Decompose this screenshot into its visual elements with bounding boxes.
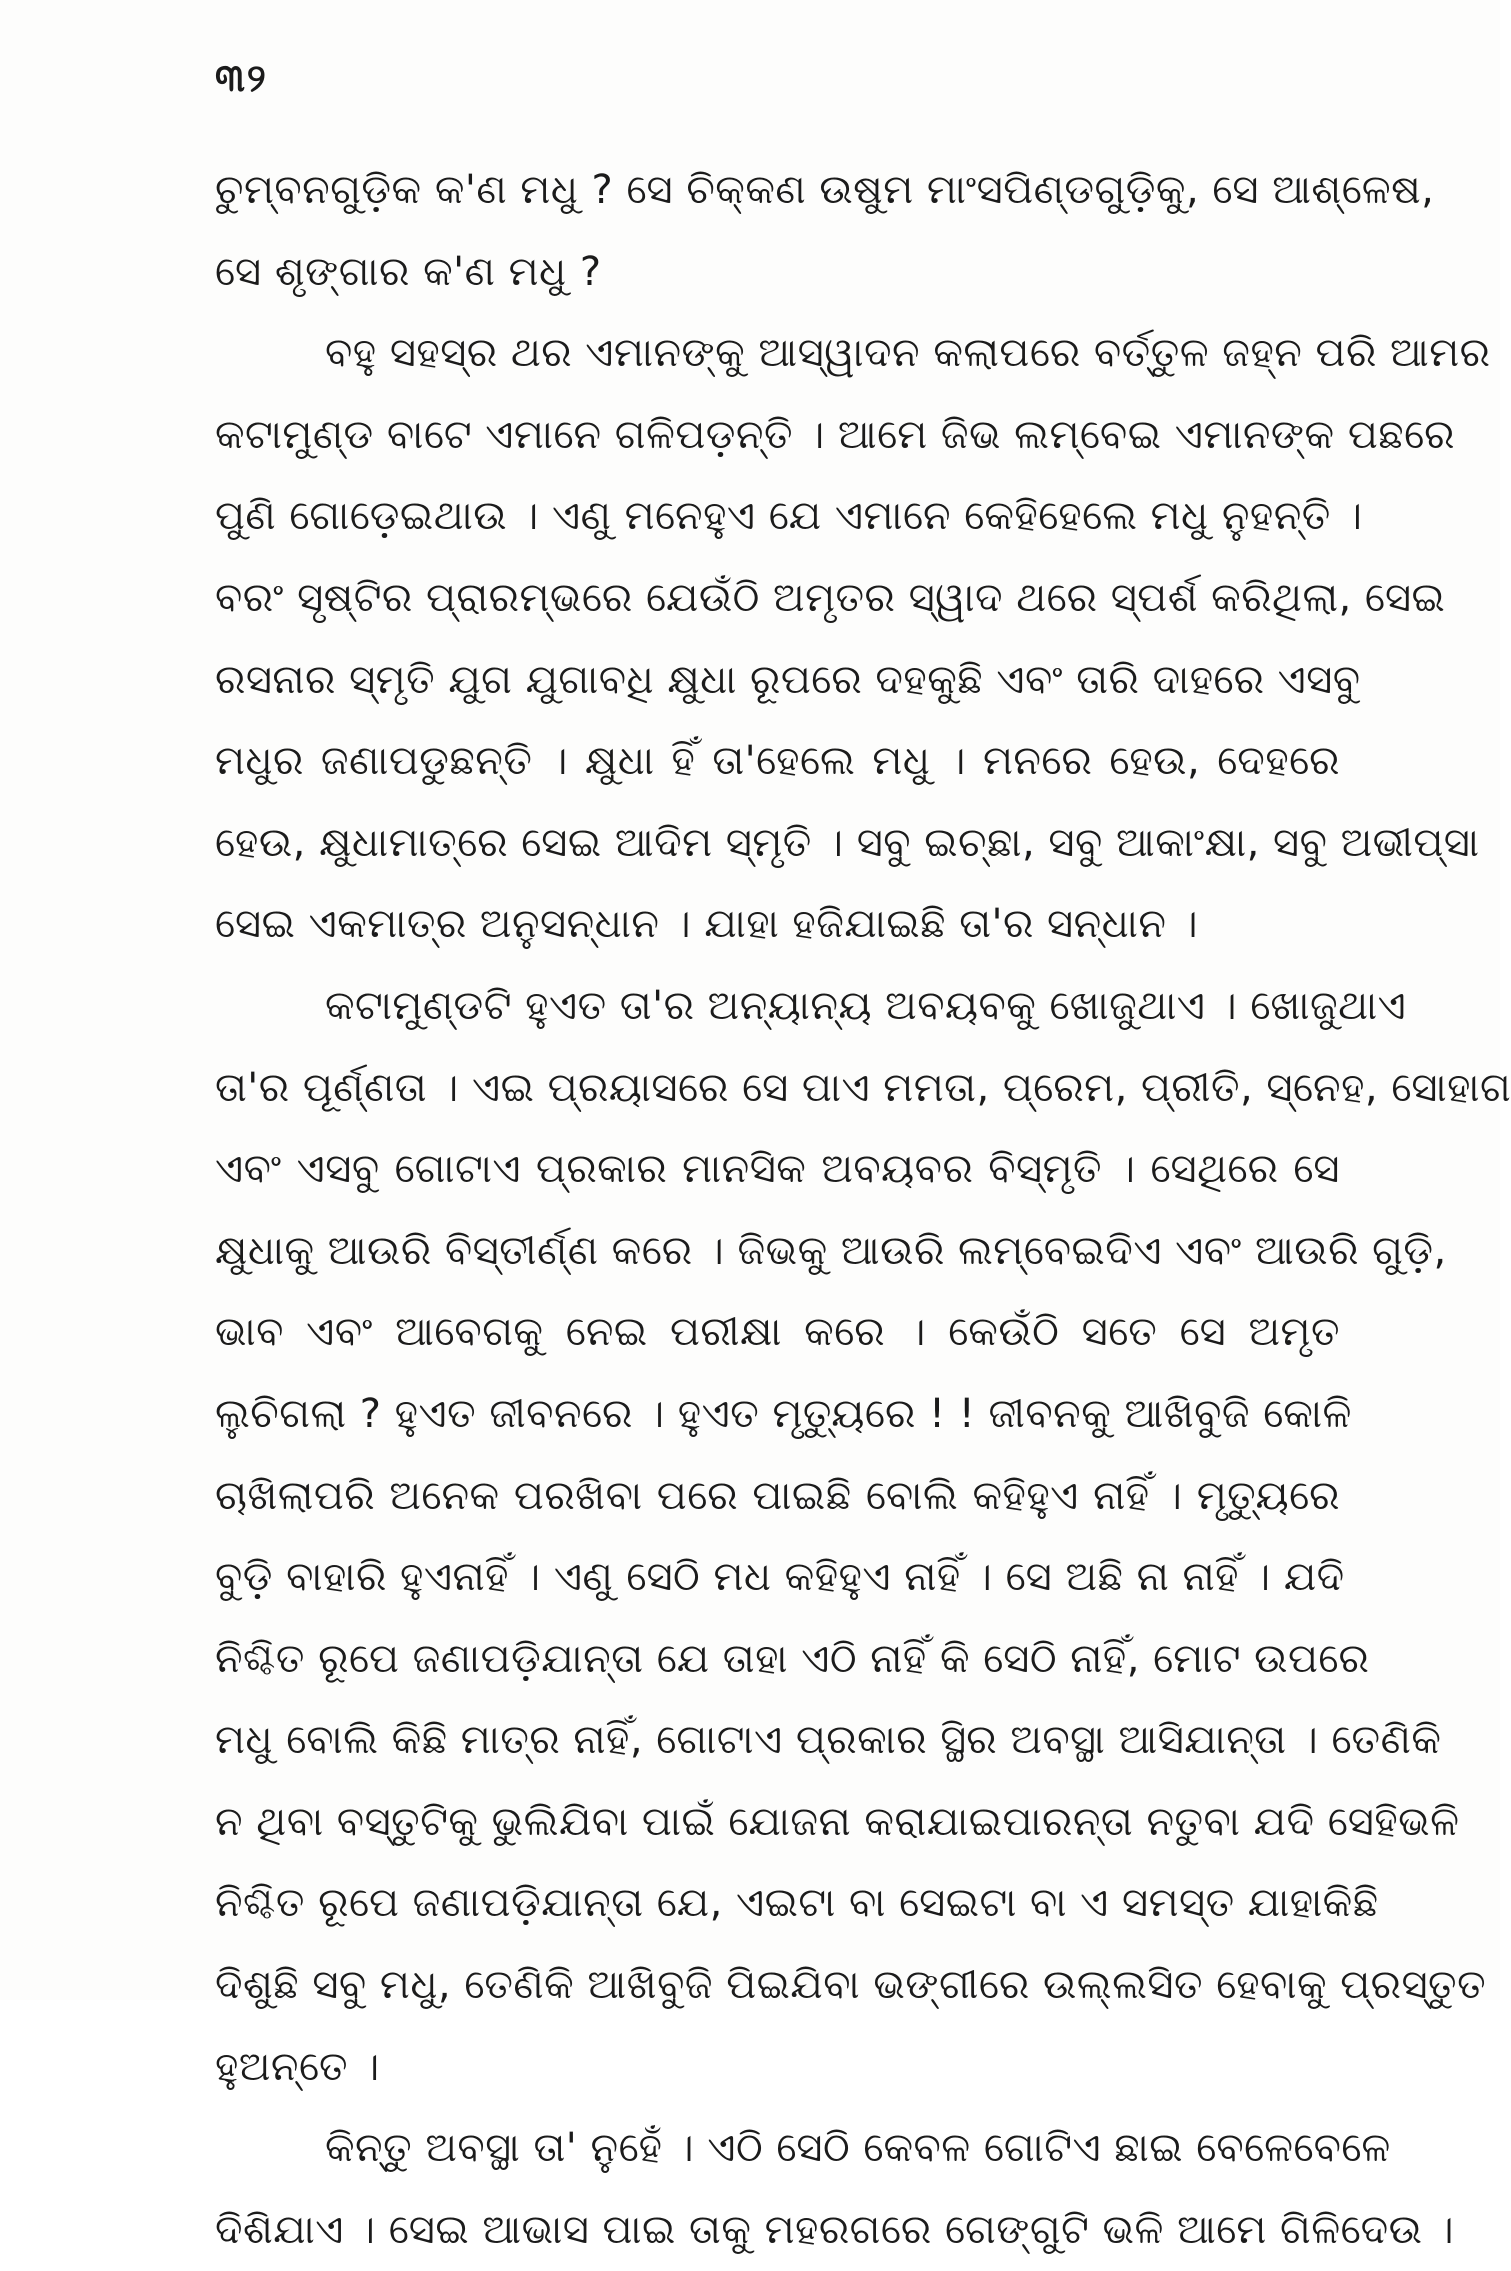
text-line: ବରଂ ସୃଷ୍ଟିର ପ୍ରାରମ୍ଭରେ ଯେଉଁଠି ଅମୃତର ସ୍ୱାଦ ଥରେ ସ୍ପର୍ଶ କରିଥିଲା, ସେଇ — [215, 574, 1446, 621]
text-line: ଭାବ ଏବଂ ଆବେଗକୁ ନେଇ ପରୀକ୍ଷା କରେ । କେଉଁଠି ସତେ ସେ ଅମୃତ — [215, 1309, 1340, 1356]
text-line: ତା'ର ପୂର୍ଣ୍ଣତା । ଏଇ ପ୍ରୟାସରେ ସେ ପାଏ ମମତା, ପ୍ରେମ, ପ୍ରୀତି, ସ୍ନେହ, ସୋହାଗ — [215, 1064, 1511, 1111]
text-line: ଦିଶୁଛି ସବୁ ମଧୁ, ତେଣିକି ଆଖିବୁଜି ପିଇଯିବା ଭଙ୍ଗୀରେ ଉଲ୍ଲସିତ ହେବାକୁ ପ୍ରସ୍ତୁତ — [215, 1962, 1487, 2009]
text-line: ରସନାର ସ୍ମୃତି ଯୁଗ ଯୁଗାବଧି କ୍ଷୁଧା ରୂପରେ ଦହକୁଛି ଏବଂ ତାରି ଦାହରେ ଏସବୁ — [215, 656, 1361, 703]
text-line: ନିଶ୍ଚିତ ରୂପେ ଜଣାପଡ଼ିଯାନ୍ତା ଯେ, ଏଇଟା ବା ସେଇଟା ବା ଏ ସମସ୍ତ ଯାହାକିଛି — [215, 1880, 1379, 1927]
paragraph-first-line: ବହୁ ସହସ୍ର ଥର ଏମାନଙ୍କୁ ଆସ୍ୱାଦନ କଲାପରେ ବର୍ତ୍ତୁଳ ଜହ୍ନ ପରି ଆମର — [325, 330, 1491, 377]
text-line: ଚୁମ୍ବନଗୁଡ଼ିକ କ'ଣ ମଧୁ ? ସେ ଚିକ୍କଣ ଉଷୁମ ମାଂସପିଣ୍ଡଗୁଡ଼ିକୁ, ସେ ଆଶ୍ଳେଷ, — [215, 167, 1435, 213]
text-line: କ୍ଷୁଧାକୁ ଆଉରି ବିସ୍ତୀର୍ଣ୍ଣ କରେ । ଜିଭକୁ ଆଉରି ଲମ୍ବେଇଦିଏ ଏବଂ ଆଉରି ଗୁଡ଼ି, — [215, 1227, 1447, 1274]
text-line: ଚାଖିଲାପରି ଅନେକ ପରଖିବା ପରେ ପାଇଛି ବୋଲି କହିହୁଏ ନାହିଁ । ମୃତ୍ୟୁରେ — [215, 1472, 1340, 1519]
paragraph-first-line: କଟାମୁଣ୍ଡଟି ହୁଏତ ତା'ର ଅନ୍ୟାନ୍ୟ ଅବୟବକୁ ଖୋଜୁଥାଏ । ଖୋଜୁଥାଏ — [325, 982, 1407, 1029]
text-line: ହୁଅନ୍ତେ । — [215, 2043, 380, 2090]
text-line: ହେଉ, କ୍ଷୁଧାମାତ୍ରେ ସେଇ ଆଦିମ ସ୍ମୃତି । ସବୁ ଇଚ୍ଛା, ସବୁ ଆକାଂକ୍ଷା, ସବୁ ଅଭୀପ୍ସା — [215, 819, 1480, 866]
text-line: କଟାମୁଣ୍ଡ ବାଟେ ଏମାନେ ଗଳିପଡ଼ନ୍ତି । ଆମେ ଜିଭ ଲମ୍ବେଇ ଏମାନଙ୍କ ପଛରେ — [215, 411, 1455, 458]
text-line: ସେ ଶୃଙ୍ଗାର କ'ଣ ମଧୁ ? — [215, 248, 602, 295]
text-line: ମଧୁ ବୋଲି କିଛି ମାତ୍ର ନାହିଁ, ଗୋଟାଏ ପ୍ରକାର ସ୍ଥିର ଅବସ୍ଥା ଆସିଯାନ୍ତା । ତେଣିକି — [215, 1717, 1442, 1764]
text-line: ମଧୁର ଜଣାପଡୁଛନ୍ତି । କ୍ଷୁଧା ହିଁ ତା'ହେଲେ ମଧୁ । ମନରେ ହେଉ, ଦେହରେ — [215, 738, 1340, 785]
text-line: ନିଶ୍ଚିତ ରୂପେ ଜଣାପଡ଼ିଯାନ୍ତା ଯେ ତାହା ଏଠି ନାହିଁ କି ସେଠି ନାହିଁ, ମୋଟ ଉପରେ — [215, 1635, 1370, 1682]
text-line: ନ ଥିବା ବସ୍ତୁଟିକୁ ଭୁଲିଯିବା ପାଇଁ ଯୋଜନା କରାଯାଇପାରନ୍ତା ନତୁବା ଯଦି ସେହିଭଳି — [215, 1798, 1460, 1845]
text-line: ଲୁଚିଗଲା ? ହୁଏତ ଜୀବନରେ । ହୁଏତ ମୃତ୍ୟୁରେ ! ! ଜୀବନକୁ ଆଖିବୁଜି କୋଳି — [215, 1390, 1352, 1437]
page-number: ୩୨ — [215, 56, 268, 100]
text-line: ସେଇ ଏକମାତ୍ର ଅନୁସନ୍ଧାନ । ଯାହା ହଜିଯାଇଛି ତା'ର ସନ୍ଧାନ । — [215, 901, 1199, 948]
text-line: ଏବଂ ଏସବୁ ଗୋଟାଏ ପ୍ରକାର ମାନସିକ ଅବୟବର ବିସ୍ମୃତି । ସେଥିରେ ସେ — [215, 1146, 1340, 1193]
paragraph-first-line: କିନ୍ତୁ ଅବସ୍ଥା ତା' ନୁହେଁ । ଏଠି ସେଠି କେବଳ ଗୋଟିଏ ଛାଇ ବେଳେବେଳେ — [325, 2125, 1391, 2172]
text-line: ବୁଡ଼ି ବାହାରି ହୁଏନାହିଁ । ଏଣୁ ସେଠି ମଧ କହିହୁଏ ନାହିଁ । ସେ ଅଛି ନା ନାହିଁ । ଯଦି — [215, 1554, 1345, 1601]
text-line: ପୁଣି ଗୋଡ଼େଇଥାଉ । ଏଣୁ ମନେହୁଏ ଯେ ଏମାନେ କେହିହେଲେ ମଧୁ ନୁହନ୍ତି । — [215, 493, 1363, 540]
text-line: ଦିଶିଯାଏ । ସେଇ ଆଭାସ ପାଇ ତାକୁ ମହରଗରେ ଗେଙ୍ଗୁଟି ଭଳି ଆମେ ଗିଳିଦେଉ । — [215, 2206, 1455, 2253]
body-text — [215, 150, 1511, 2271]
